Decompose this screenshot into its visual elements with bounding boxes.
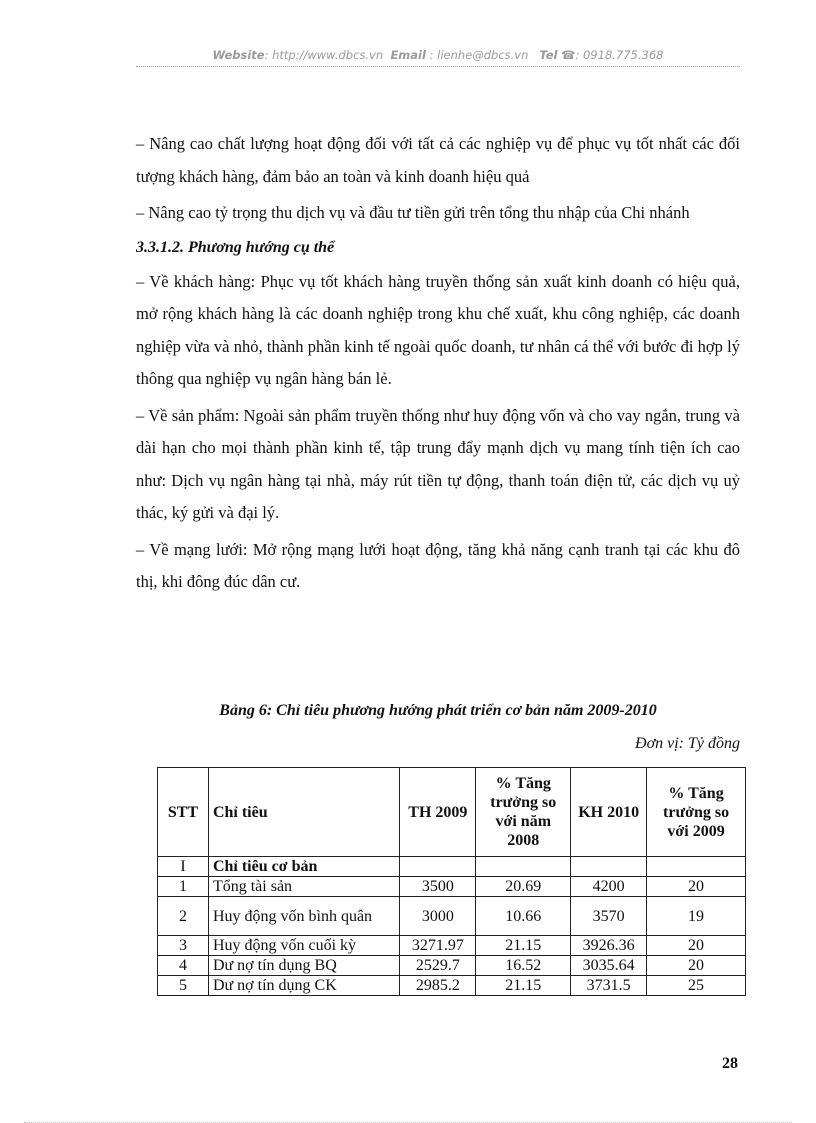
- paragraph: – Về sản phẩm: Ngoài sản phẩm truyền thống như huy động vốn và cho vay ngắn, trung và dài hạn cho mọi thành phần kinh tế, tập trung đẩy mạnh dịch vụ mang tính tiện ích cao như: Dịch vụ ngân hàng tại nhà, máy rút tiền tự động, thanh toán điện tử, các dịch vụ uỷ thác, ký gửi và đại lý.: [136, 405, 740, 522]
- tel-value: ☎: 0918.775.368: [561, 48, 664, 62]
- table-row: [158, 936, 746, 956]
- cell-growth2008: 20.69: [476, 877, 571, 897]
- tel-label: Tel: [539, 48, 558, 62]
- table-header-row: [158, 768, 746, 857]
- paragraph: – Nâng cao chất lượng hoạt động đối với tất cả các nghiệp vụ để phục vụ tốt nhất các đối tượng khách hàng, đảm bảo an toàn và kinh doanh hiệu quả: [136, 134, 740, 186]
- cell-th2009: 3000: [400, 897, 476, 936]
- table-caption: Bảng 6: Chỉ tiêu phương hướng phát triển cơ bản năm 2009-2010: [219, 702, 657, 719]
- group-stt: I: [158, 857, 209, 877]
- cell-th2009: 2985.2: [400, 976, 476, 996]
- cell-th2009: 3271.97: [400, 936, 476, 956]
- page-number: 28: [722, 1055, 738, 1072]
- cell-growth2008: 10.66: [476, 897, 571, 936]
- table-unit: Đơn vị: Tỷ đồng: [635, 735, 740, 752]
- cell-name: Dư nợ tín dụng BQ: [208, 956, 399, 976]
- cell-kh2010: 3035.64: [571, 956, 647, 976]
- cell-name: Dư nợ tín dụng CK: [208, 976, 399, 996]
- table-row: [158, 877, 746, 897]
- cell-growth2009: 20: [647, 936, 746, 956]
- page-body: [136, 128, 740, 599]
- group-name: Chỉ tiêu cơ bản: [208, 857, 399, 877]
- data-table: [157, 767, 746, 996]
- header-kh2010: KH 2010: [571, 768, 647, 857]
- cell-name: Huy động vốn cuối kỳ: [208, 936, 399, 956]
- cell-th2009: 2529.7: [400, 956, 476, 976]
- table-row: [158, 956, 746, 976]
- cell-growth2008: 21.15: [476, 936, 571, 956]
- cell-growth2009: 25: [647, 976, 746, 996]
- cell-th2009: 3500: [400, 877, 476, 897]
- cell-stt: 5: [158, 976, 209, 996]
- cell-growth2009: 20: [647, 956, 746, 976]
- table-group-row: [158, 857, 746, 877]
- website-value: : http://www.dbcs.vn: [264, 48, 384, 62]
- paragraph: – Về mạng lưới: Mở rộng mạng lưới hoạt động, tăng khả năng cạnh tranh tại các khu đô thị, khi đông đúc dân cư.: [136, 539, 740, 591]
- cell-growth2009: 20: [647, 877, 746, 897]
- section-heading: 3.3.1.2. Phương hướng cụ thể: [136, 238, 335, 256]
- cell-growth2009: 19: [647, 897, 746, 936]
- cell-stt: 1: [158, 877, 209, 897]
- header-stt: STT: [158, 768, 209, 857]
- email-label: Email: [390, 48, 426, 62]
- table-row: [158, 897, 746, 936]
- website-label: Website: [212, 48, 265, 62]
- cell-kh2010: 3926.36: [571, 936, 647, 956]
- page-header: [136, 48, 740, 67]
- cell-kh2010: 3570: [571, 897, 647, 936]
- cell-growth2008: 21.15: [476, 976, 571, 996]
- cell-stt: 4: [158, 956, 209, 976]
- cell-name: Tổng tài sản: [208, 877, 399, 897]
- header-growth2009: % Tăng trưởng so với 2009: [647, 768, 746, 857]
- email-value: : lienhe@dbcs.vn: [429, 48, 529, 62]
- cell-name: Huy động vốn bình quân: [208, 897, 399, 936]
- cell-stt: 2: [158, 897, 209, 936]
- header-th2009: TH 2009: [400, 768, 476, 857]
- cell-growth2008: 16.52: [476, 956, 571, 976]
- paragraph: – Về khách hàng: Phục vụ tốt khách hàng truyền thống sản xuất kinh doanh có hiệu quả, mở rộng khách hàng là các doanh nghiệp trong khu chế xuất, khu công nghiệp, các doanh nghiệp vừa và nhỏ, thành phần kinh tế ngoài quốc doanh, tư nhân cá thể với bước đi hợp lý thông qua nghiệp vụ ngân hàng bán lẻ.: [136, 271, 740, 388]
- header-name: Chỉ tiêu: [208, 768, 399, 857]
- table-row: [158, 976, 746, 996]
- cell-kh2010: 4200: [571, 877, 647, 897]
- paragraph: – Nâng cao tỷ trọng thu dịch vụ và đầu tư tiền gửi trên tổng thu nhập của Chi nhánh: [136, 203, 690, 222]
- cell-kh2010: 3731.5: [571, 976, 647, 996]
- cell-stt: 3: [158, 936, 209, 956]
- header-growth2008: % Tăng trưởng so với năm 2008: [476, 768, 571, 857]
